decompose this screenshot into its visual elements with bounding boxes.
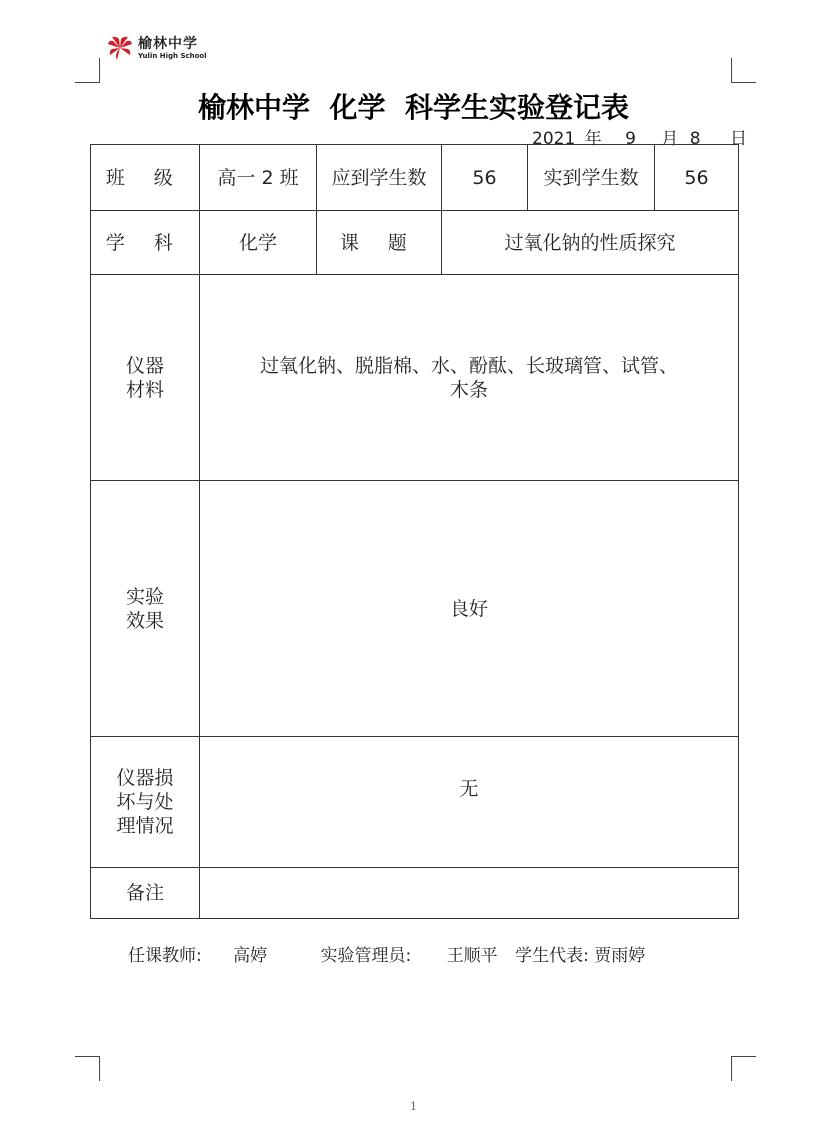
date-month-unit: 月	[661, 129, 679, 149]
crop-mark-bottom-left	[75, 1056, 100, 1081]
table-row	[91, 481, 739, 737]
damage-label: 仪器损 坏与处 理情况	[91, 737, 200, 868]
table-row	[91, 145, 739, 211]
topic-label: 课 题	[317, 211, 442, 275]
teacher-name: 高婷	[233, 946, 268, 966]
subject-value: 化学	[200, 211, 317, 275]
manager-label: 实验管理员:	[320, 946, 412, 966]
date-day-unit: 日	[729, 129, 747, 149]
materials-label: 仪器 材料	[91, 275, 200, 481]
date-year-unit: 年	[584, 129, 602, 149]
materials-value: 过氧化钠、脱脂棉、水、酚酞、长玻璃管、试管、 木条	[200, 275, 739, 481]
crop-mark-top-left	[75, 58, 100, 83]
topic-value: 过氧化钠的性质探究	[442, 211, 739, 275]
remarks-label: 备注	[91, 868, 200, 919]
effect-label: 实验 效果	[91, 481, 200, 737]
class-value: 高一 2 班	[200, 145, 317, 211]
logo-english-name: Yulin High School	[138, 51, 207, 60]
teacher-label: 任课教师:	[128, 946, 202, 966]
date-year: 2021	[532, 129, 576, 149]
table-row	[91, 868, 739, 919]
registration-table	[90, 144, 739, 919]
school-logo	[106, 32, 207, 64]
remarks-value	[200, 868, 739, 919]
crop-mark-bottom-right	[731, 1056, 756, 1081]
expected-students-label: 应到学生数	[317, 145, 442, 211]
table-row	[91, 275, 739, 481]
effect-value: 良好	[200, 481, 739, 737]
page-number: 1	[410, 1100, 417, 1113]
page-title: 榆林中学 化学 科学生实验登记表	[198, 91, 629, 124]
date-day: 8	[689, 129, 701, 149]
student-label: 学生代表:	[515, 946, 589, 966]
actual-students-label: 实到学生数	[528, 145, 655, 211]
date-month: 9	[625, 129, 636, 149]
crop-mark-top-right	[731, 58, 756, 83]
manager-name: 王顺平	[446, 946, 498, 966]
logo-chinese-name: 榆林中学	[138, 35, 198, 52]
signature-row	[128, 941, 645, 966]
student-name: 贾雨婷	[594, 946, 646, 966]
subject-label: 学 科	[91, 211, 200, 275]
school-emblem-icon	[106, 34, 134, 62]
table-row	[91, 211, 739, 275]
class-label: 班 级	[91, 145, 200, 211]
actual-students-value: 56	[655, 145, 739, 211]
expected-students-value: 56	[442, 145, 528, 211]
table-row	[91, 737, 739, 868]
damage-value: 无	[200, 737, 739, 868]
